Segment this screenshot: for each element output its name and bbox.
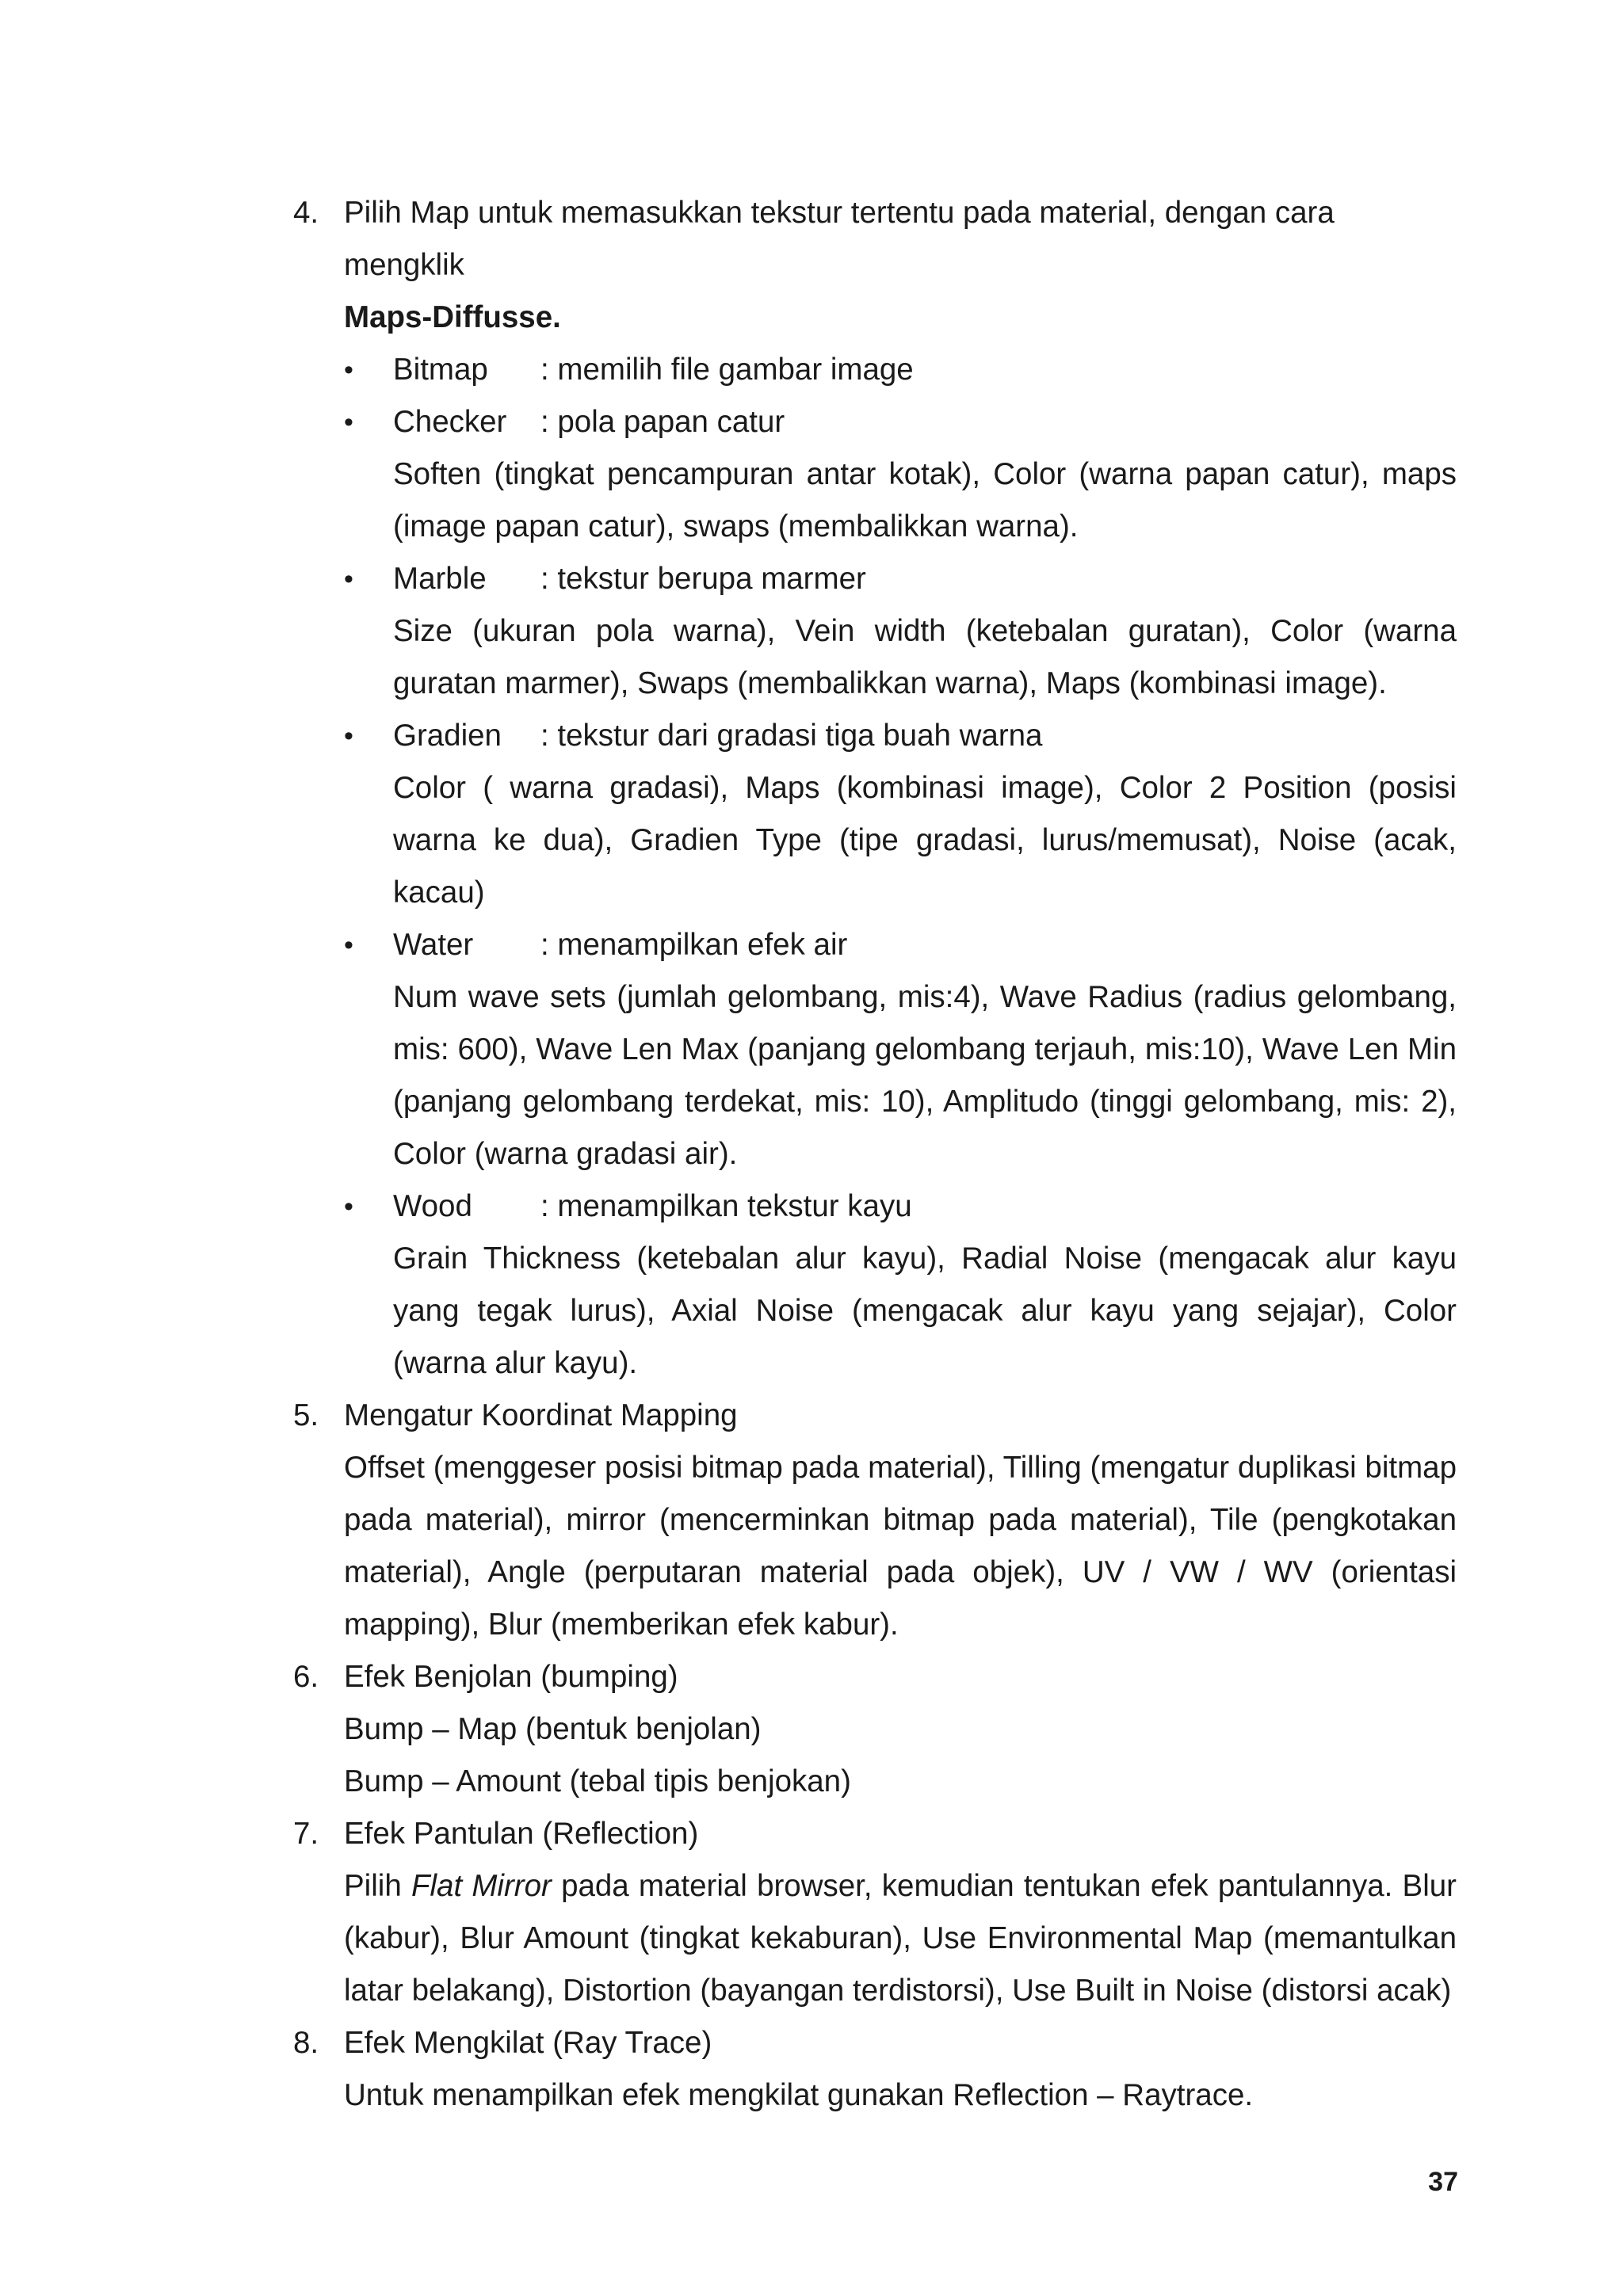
item-body-start: Pilih — [344, 1869, 411, 1903]
item-line: Bump – Amount (tebal tipis benjokan) — [344, 1764, 851, 1798]
list-item-6 — [293, 1651, 1457, 1808]
texture-map-list — [344, 344, 1457, 1390]
item-number: 5. — [293, 1398, 319, 1432]
bullet-name: Marble — [393, 562, 487, 596]
bullet-name: Water — [393, 928, 474, 962]
item-title: Mengatur Koordinat Mapping — [344, 1398, 738, 1432]
bullet-dot-icon: • — [344, 930, 353, 960]
item-number: 8. — [293, 2026, 319, 2060]
list-item-5 — [293, 1390, 1457, 1651]
bullet-detail: Grain Thickness (ketebalan alur kayu), Radial Noise (mengacak alur kayu yang tegak lurus), Axial Noise (mengacak alur kayu yang sejajar), Color (warna alur kayu). — [393, 1241, 1457, 1380]
bullet-detail: Num wave sets (jumlah gelombang, mis:4), Wave Radius (radius gelombang, mis: 600), Wave Len Max (panjang gelombang terjauh, mis:10), Wave Len Min (panjang gelombang terdekat, mis: 10), Amplitudo (tinggi gelombang, mis: 2), Color (warna gradasi air). — [393, 980, 1457, 1171]
bullet-desc: : tekstur berupa marmer — [540, 562, 866, 596]
item-body: Offset (menggeser posisi bitmap pada material), Tilling (mengatur duplikasi bitmap pada material), mirror (mencerminkan bitmap pada material), Tile (pengkotakan material), Angle (perputaran material pada objek), UV / VW / WV (orientasi mapping), Blur (memberikan efek kabur). — [344, 1451, 1457, 1642]
bullet-desc: : menampilkan tekstur kayu — [540, 1189, 912, 1223]
item-bold-term: Maps-Diffusse. — [344, 300, 561, 334]
bullet-detail: Size (ukuran pola warna), Vein width (ketebalan guratan), Color (warna guratan marmer), Swaps (membalikkan warna), Maps (kombinasi image). — [393, 614, 1457, 700]
bullet-desc: : menampilkan efek air — [540, 928, 848, 962]
item-intro-text: Pilih Map untuk memasukkan tekstur tertentu pada material, dengan cara mengklik — [344, 196, 1335, 282]
item-number: 7. — [293, 1817, 319, 1851]
bullet-dot-icon: • — [344, 721, 353, 751]
list-item-4 — [293, 187, 1457, 1390]
bullet-dot-icon: • — [344, 355, 353, 385]
page-content — [293, 187, 1457, 2122]
bullet-wood — [344, 1180, 1457, 1390]
list-item-8 — [293, 2017, 1457, 2122]
bullet-checker — [344, 396, 1457, 553]
bullet-dot-icon: • — [344, 1192, 353, 1222]
item-number: 4. — [293, 196, 319, 230]
bullet-name: Wood — [393, 1189, 472, 1223]
bullet-dot-icon: • — [344, 407, 353, 437]
bullet-desc: : tekstur dari gradasi tiga buah warna — [540, 719, 1043, 753]
item-italic-term: Flat Mirror — [411, 1869, 552, 1903]
bullet-name: Checker — [393, 405, 507, 439]
item-body-end: pada material browser, kemudian tentukan efek pantulannya. Blur (kabur), Blur Amount (tingkat kekaburan), Use Environmental Map (memantulkan latar belakang), Distortion (bayangan terdistorsi), Use Built in Noise (distorsi acak) — [344, 1869, 1457, 2008]
bullet-name: Bitmap — [393, 353, 488, 387]
bullet-desc: : memilih file gambar image — [540, 353, 914, 387]
item-body — [344, 1860, 1457, 2017]
bullet-detail: Soften (tingkat pencampuran antar kotak), Color (warna papan catur), maps (image papan catur), swaps (membalikkan warna). — [393, 457, 1457, 543]
bullet-desc: : pola papan catur — [540, 405, 785, 439]
bullet-dot-icon: • — [344, 564, 353, 594]
list-item-7 — [293, 1808, 1457, 2017]
item-number: 6. — [293, 1660, 319, 1694]
item-title: Efek Pantulan (Reflection) — [344, 1817, 699, 1851]
page-number: 37 — [1428, 2167, 1458, 2197]
item-title: Efek Benjolan (bumping) — [344, 1660, 678, 1694]
item-line: Bump – Map (bentuk benjolan) — [344, 1712, 762, 1746]
bullet-gradien — [344, 710, 1457, 919]
bullet-marble — [344, 553, 1457, 710]
bullet-water — [344, 919, 1457, 1180]
item-body: Untuk menampilkan efek mengkilat gunakan Reflection – Raytrace. — [344, 2078, 1254, 2112]
item-title: Efek Mengkilat (Ray Trace) — [344, 2026, 712, 2060]
bullet-detail: Color ( warna gradasi), Maps (kombinasi image), Color 2 Position (posisi warna ke dua), Gradien Type (tipe gradasi, lurus/memusat), Noise (acak, kacau) — [393, 771, 1457, 910]
bullet-bitmap — [344, 344, 1457, 396]
bullet-name: Gradien — [393, 719, 502, 753]
